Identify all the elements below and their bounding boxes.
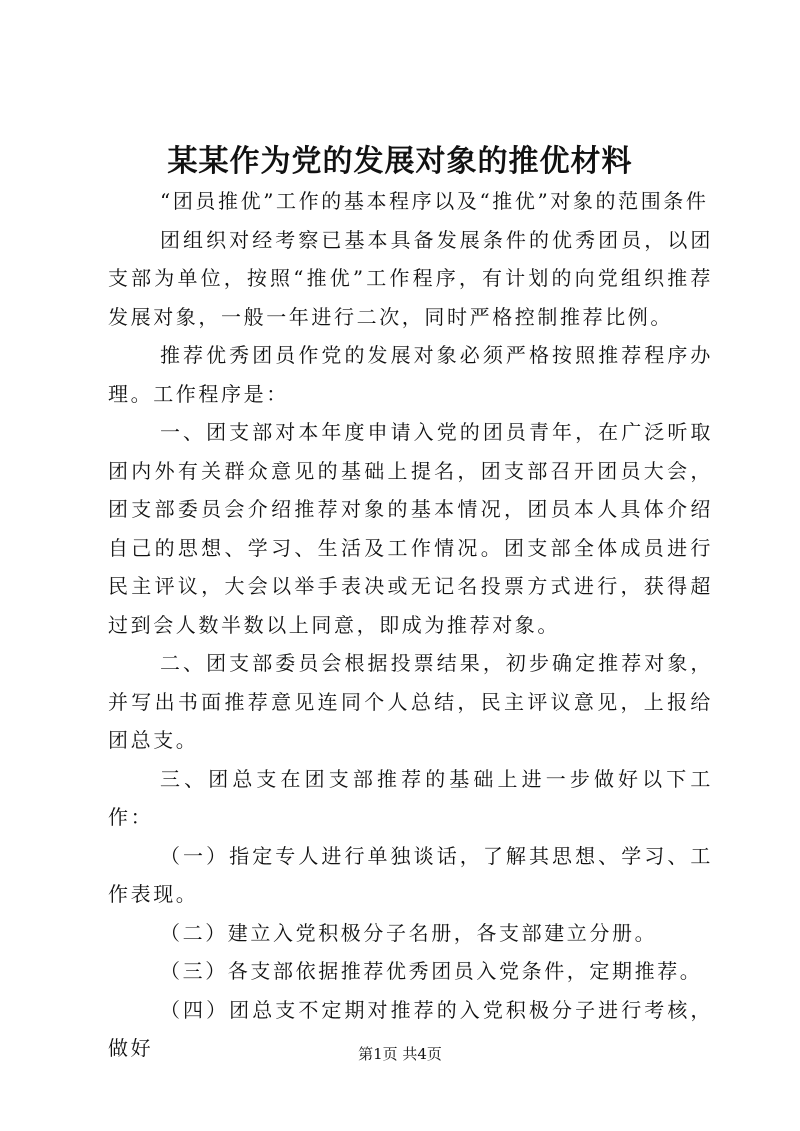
paragraph: （三）各支部依据推荐优秀团员入党条件，定期推荐。 — [160, 959, 703, 983]
paragraph: 二、团支部委员会根据投票结果，初步确定推荐对象，并写出书面推荐意见连同个人总结，民主评议意见，上报给团总支。 — [108, 651, 713, 752]
paragraph: （二）建立入党积极分子名册，各支部建立分册。 — [160, 920, 658, 945]
document-title: 某某作为党的发展对象的推优材料 — [167, 144, 633, 179]
paragraph: （一）指定专人进行单独谈话，了解其思想、学习、工作表现。 — [108, 843, 713, 906]
paragraph-heading: “团员推优”工作的基本程序以及“推优”对象的范围条件 — [160, 189, 709, 213]
paragraph: 三、团总支在团支部推荐的基础上进一步做好以下工作： — [108, 766, 713, 829]
page-number-footer: 第1页 共4页 — [358, 1045, 442, 1063]
paragraph: 团组织对经考察已基本具备发展条件的优秀团员，以团支部为单位，按照“推优”工作程序，有计划的向党组织推荐发展对象，一般一年进行二次，同时严格控制推荐比例。 — [108, 227, 713, 329]
paragraph: （四）团总支不定期对推荐的入党积极分子进行考核，做好 — [108, 997, 713, 1060]
paragraph: 推荐优秀团员作党的发展对象必须严格按照推荐程序办理。工作程序是： — [108, 343, 713, 406]
document-body — [108, 182, 713, 1068]
paragraph: 一、团支部对本年度申请入党的团员青年，在广泛听取团内外有关群众意见的基础上提名，团支部召开团员大会，团支部委员会介绍推荐对象的基本情况，团员本人具体介绍自己的思想、学习、生活及工作情况。团支部全体成员进行民主评议，大会以举手表决或无记名投票方式进行，获得超过到会人数半数以上同意，即成为推荐对象。 — [108, 420, 713, 637]
